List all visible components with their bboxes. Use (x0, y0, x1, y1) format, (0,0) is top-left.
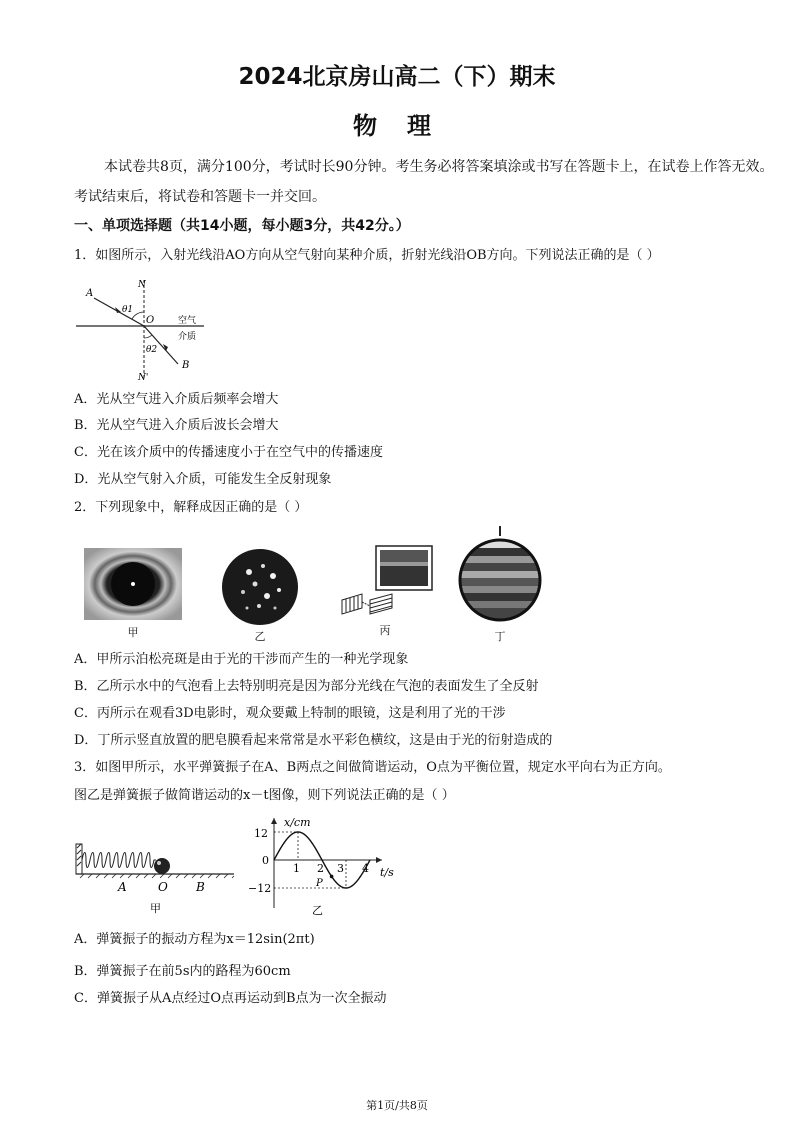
label-Nprime: N' (138, 373, 149, 383)
soap-film-image (454, 526, 546, 626)
y-axis-label: x/cm (284, 816, 311, 829)
label-B: B (196, 880, 205, 894)
q3-option-b: B．弹簧振子在前5s内的路程为60cm (74, 964, 291, 979)
bubbles-image (219, 548, 301, 626)
label-O: O (158, 880, 168, 894)
q2-option-c: C．丙所示在观看3D电影时，观众要戴上特制的眼镜，这是利用了光的干涉 (74, 706, 506, 721)
x-tick-4: 4 (362, 862, 369, 875)
label-A: A (118, 880, 127, 894)
q2-option-a: A．甲所示泊松亮斑是由于光的干涉而产生的一种光学现象 (74, 652, 409, 667)
section-heading: 一、单项选择题（共14小题，每小题3分，共42分。） (74, 218, 410, 234)
label-O: O (146, 315, 155, 326)
poisson-spot-image (84, 548, 182, 620)
q1-option-c: C．光在该介质中的传播速度小于在空气中的传播速度 (74, 445, 383, 460)
spring-oscillator-diagram (74, 834, 240, 916)
question-1-stem: 1．如图所示，入射光线沿AO方向从空气射向某种介质，折射光线沿OB方向。下列说法正确的是（ ） (74, 248, 660, 263)
q2-option-d: D．丁所示竖直放置的肥皂膜看起来常常是水平彩色横纹，这是由于光的衍射造成的 (74, 733, 553, 748)
y-tick-0: 0 (262, 854, 269, 867)
point-p (330, 875, 334, 879)
question-3-stem-line1: 3．如图甲所示，水平弹簧振子在A、B两点之间做简谐运动，O点为平衡位置，规定水平向右为正方向。 (74, 760, 671, 775)
caption-yi: 乙 (312, 904, 323, 917)
refraction-diagram (74, 276, 214, 384)
subject-title: 物理 (353, 112, 461, 140)
q1-option-b: B．光从空气进入介质后波长会增大 (74, 418, 279, 433)
label-theta1: θ1 (122, 305, 134, 315)
caption-ding: 丁 (494, 630, 506, 643)
q3-option-c: C．弹簧振子从A点经过O点再运动到B点为一次全振动 (74, 991, 387, 1006)
caption-yi: 乙 (254, 630, 266, 643)
caption-jia: 甲 (127, 626, 139, 639)
q1-option-a: A．光从空气进入介质后频率会增大 (74, 392, 279, 407)
label-A: A (86, 288, 94, 299)
xt-graph (246, 812, 396, 920)
label-medium: 介质 (178, 332, 197, 342)
exam-title: 2024北京房山高二（下）期末 (238, 64, 556, 90)
q3-option-a: A．弹簧振子的振动方程为x＝12sin(2πt) (74, 932, 315, 947)
caption-bing: 丙 (379, 624, 391, 637)
label-theta2: θ2 (146, 345, 158, 355)
x-tick-1: 1 (293, 862, 300, 875)
exam-instructions: 本试卷共8页，满分100分，考试时长90分钟。考生务必将答案填涂或书写在答题卡上，在试卷上作答无效。考试结束后，将试卷和答题卡一并交回。 (74, 159, 774, 205)
x-tick-2: 2 (317, 862, 324, 875)
y-tick-12: 12 (254, 827, 268, 840)
label-B: B (182, 360, 190, 371)
q1-option-d: D．光从空气射入介质，可能发生全反射现象 (74, 472, 332, 487)
y-tick-minus12: −12 (248, 882, 272, 895)
question-2-stem: 2．下列现象中，解释成因正确的是（ ） (74, 500, 308, 515)
caption-jia: 甲 (150, 902, 161, 915)
q2-option-b: B．乙所示水中的气泡看上去特别明亮是因为部分光线在气泡的表面发生了全反射 (74, 679, 539, 694)
question-3-stem-line2: 图乙是弹簧振子做简谐运动的x－t图像，则下列说法正确的是（ ） (74, 788, 455, 803)
point-p-label: P (316, 878, 323, 889)
x-tick-3: 3 (337, 862, 344, 875)
polarization-3d-image (336, 542, 436, 618)
label-N: N (138, 280, 146, 290)
x-axis-label: t/s (380, 866, 394, 879)
label-air: 空气 (178, 316, 197, 326)
page-footer: 第1页/共8页 (366, 1099, 428, 1112)
